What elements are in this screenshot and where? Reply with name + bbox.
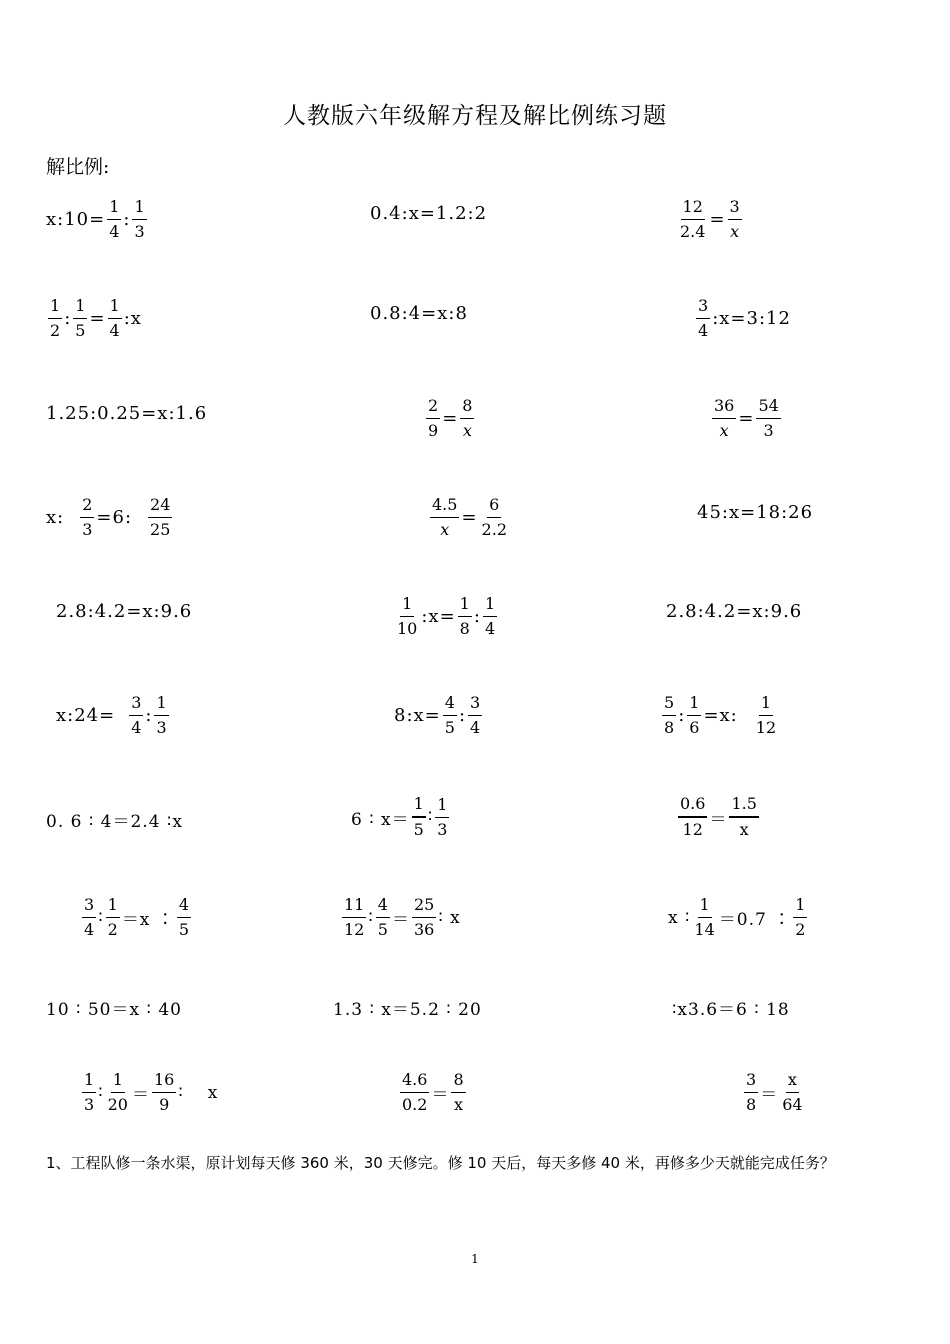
equation: x: $\frac{2}{3}$ =6: $\frac{24}{25}$ xyxy=(46,495,171,539)
equation: $\frac{4.6}{0.2}$ ＝ $\frac{8}{x}$ xyxy=(402,1070,464,1114)
equation: $\frac{5}{8}$ : $\frac{1}{6}$ =x: $\frac{1}{12}$ xyxy=(664,693,777,737)
equation: $\frac{2}{9}$ = $\frac{8}{x}$ xyxy=(428,396,473,440)
equation: 2.8:4.2=x:9.6 xyxy=(666,601,803,622)
equation: $\frac{3}{8}$ ＝ $\frac{x}{64}$ xyxy=(746,1070,803,1114)
equation: $\frac{1}{2}$ : $\frac{1}{5}$ = $\frac{1}{4}$ :x xyxy=(50,296,142,340)
section-label: 解比例: xyxy=(46,156,110,178)
equation: $\frac{3}{4}$ ∶ $\frac{1}{2}$ ＝x ∶ $\frac{4}{5}$ xyxy=(84,895,189,939)
equation: 45:x=18:26 xyxy=(697,502,814,523)
equation: 1.25:0.25=x:1.6 xyxy=(46,403,208,424)
equation: 6 ∶ x＝ $\frac{1}{5}$ ∶ $\frac{1}{3}$ xyxy=(351,794,448,839)
equation: 8:x= $\frac{4}{5}$ : $\frac{3}{4}$ xyxy=(394,693,481,737)
equation: 0.8:4=x:8 xyxy=(370,303,468,324)
equation: x ∶ $\frac{1}{14}$ ＝0.7 ∶ $\frac{1}{2}$ xyxy=(668,895,806,939)
equation: 0.4:x=1.2:2 xyxy=(370,203,488,224)
equation: $\frac{1}{10}$ :x= $\frac{1}{8}$ : $\frac{1}{4}$ xyxy=(397,594,496,638)
equation: $\frac{12}{2.4}$ = $\frac{3}{x}$ xyxy=(680,197,740,241)
page-title: 人教版六年级解方程及解比例练习题 xyxy=(283,103,667,129)
equation: $\frac{3}{4}$ :x=3:12 xyxy=(698,296,791,340)
equation: $\frac{4.5}{x}$ = $\frac{6}{2.2}$ xyxy=(432,495,507,539)
equation: $\frac{36}{x}$ = $\frac{54}{3}$ xyxy=(714,396,779,440)
page-number: 1 xyxy=(471,1252,479,1266)
equation: $\frac{11}{12}$ ∶ $\frac{4}{5}$ ＝ $\frac{25}{36}$ ∶ x xyxy=(344,895,461,939)
equation: 10 ∶ 50＝x ∶ 40 xyxy=(46,1000,182,1020)
equation: x:24= $\frac{3}{4}$ : $\frac{1}{3}$ xyxy=(56,693,167,737)
word-problem: 1、工程队修一条水渠，原计划每天修 360 米，30 天修完。修 10 天后，每天多修 40 米，再修多少天就能完成任务？ xyxy=(46,1154,835,1172)
equation: $\frac{1}{3}$ ∶ $\frac{1}{20}$ ＝ $\frac{16}{9}$ ∶ x xyxy=(84,1070,219,1114)
equation: 2.8:4.2=x:9.6 xyxy=(56,601,193,622)
equation: x:10= $\frac{1}{4}$ : $\frac{1}{3}$ xyxy=(46,197,145,241)
equation: ∶x3.6＝6 ∶ 18 xyxy=(672,1000,790,1020)
equation: 0. 6 ∶ 4＝2.4 ∶x xyxy=(46,812,183,832)
equation: 1.3 ∶ x＝5.2 ∶ 20 xyxy=(333,1000,482,1020)
equation: $\frac{0.6}{12}$ ＝ $\frac{1.5}{x}$ xyxy=(680,794,757,839)
